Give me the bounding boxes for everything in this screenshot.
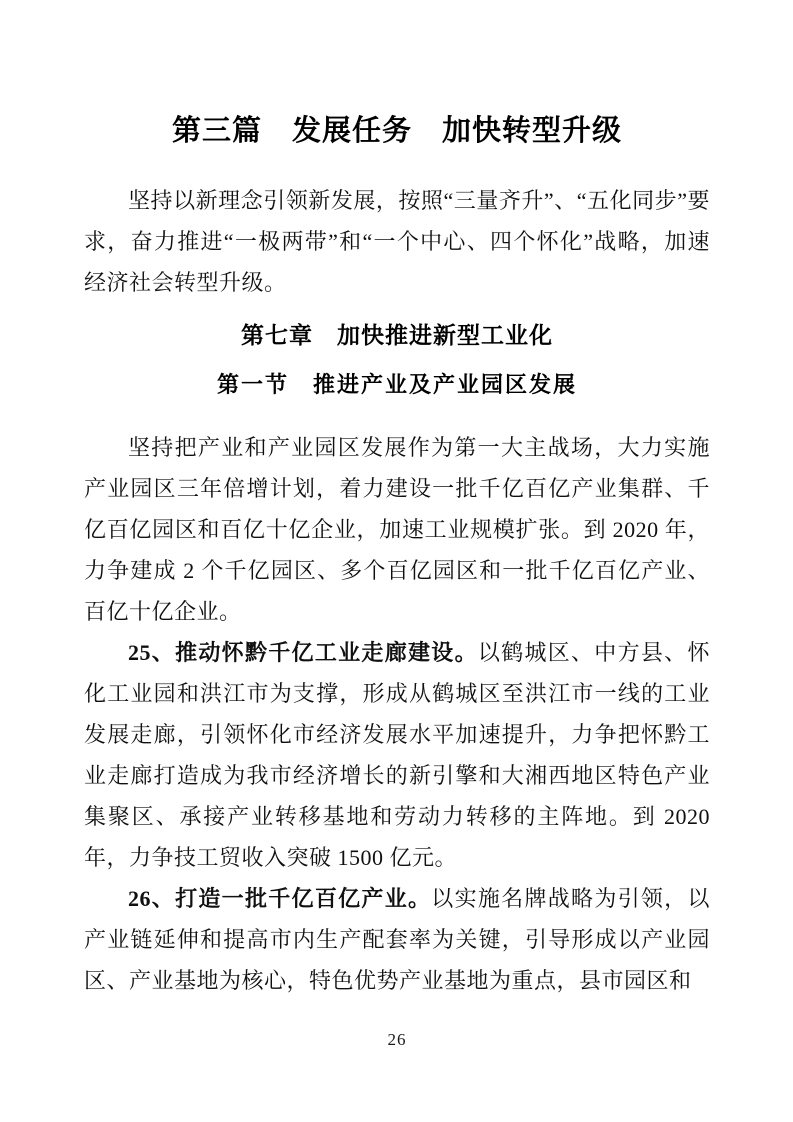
page-number: 26 bbox=[387, 1030, 407, 1049]
chapter-heading: 第七章 加快推进新型工业化 bbox=[241, 322, 553, 348]
numbered-item-26 bbox=[84, 878, 710, 1001]
numbered-item-26-body: 以实施名牌战略为引领，以产业链延伸和提高市内生产配套率为关键，引导形成以产业园区、产业基地为核心，特色优势产业基地为重点，县市园区和 bbox=[84, 886, 710, 993]
numbered-item-25-lead: 25、推动怀黔千亿工业走廊建设。 bbox=[128, 640, 478, 665]
intro-paragraph: 坚持以新理念引领新发展，按照“三量齐升”、“五化同步”要求，奋力推进“一极两带”和“一个中心、四个怀化”战略，加速经济社会转型升级。 bbox=[84, 188, 710, 295]
page-footer bbox=[84, 1029, 710, 1051]
document-content bbox=[0, 108, 793, 1051]
numbered-item-25-body: 以鹤城区、中方县、怀化工业园和洪江市为支撑，形成从鹤城区至洪江市一线的工业发展走廊，引领怀化市经济发展水平加速提升，力争把怀黔工业走廊打造成为我市经济增长的新引擎和大湘西地区特色产业集聚区、承接产业转移基地和劳动力转移的主阵地。到 2020 年，力争技工贸收入突破 1500 亿元。 bbox=[84, 640, 710, 870]
numbered-item-26-lead: 26、打造一批千亿百亿产业。 bbox=[128, 886, 432, 911]
section-intro-paragraph: 坚持把产业和产业园区发展作为第一大主战场，大力实施产业园区三年倍增计划，着力建设一批千亿百亿产业集群、千亿百亿园区和百亿十亿企业，加速工业规模扩张。到 2020 年，力争建成 2 个千亿园区、多个百亿园区和一批千亿百亿产业、百亿十亿企业。 bbox=[84, 435, 710, 624]
section-heading: 第一节 推进产业及产业园区发展 bbox=[216, 372, 577, 397]
numbered-item-25 bbox=[84, 632, 710, 878]
document-title: 第三篇 发展任务 加快转型升级 bbox=[171, 115, 622, 147]
